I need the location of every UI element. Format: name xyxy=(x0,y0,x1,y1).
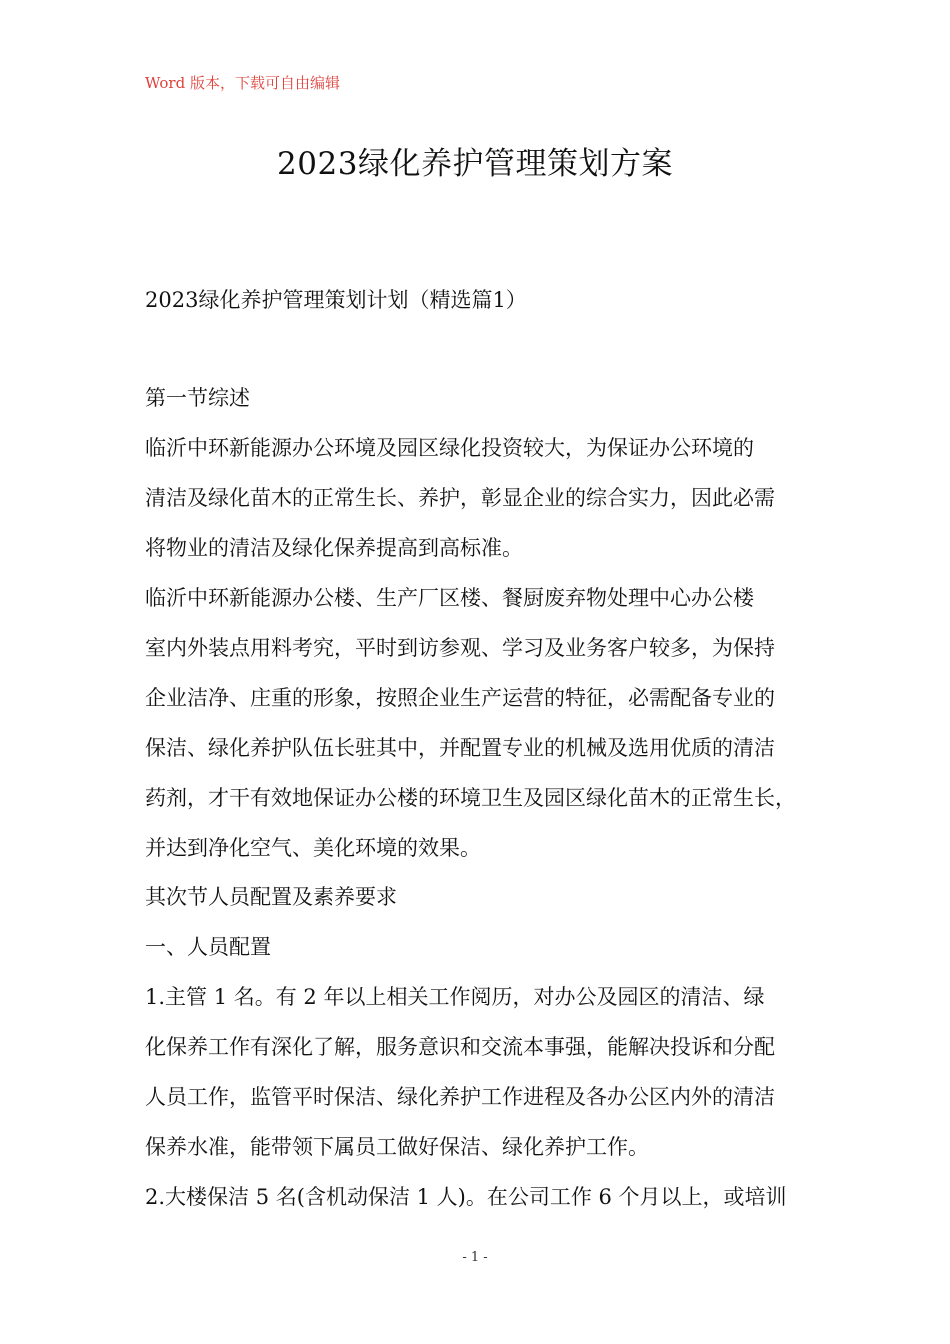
body-text-line: 保养水准，能带领下属员工做好保洁、绿化养护工作。 xyxy=(145,1135,649,1159)
document-title: 2023绿化养护管理策划方案 xyxy=(277,146,673,182)
body-text-line: 2.大楼保洁 5 名(含机动保洁 1 人)。在公司工作 6 个月以上，或培训 xyxy=(145,1185,787,1209)
body-text-line: 室内外装点用料考究，平时到访参观、学习及业务客户较多，为保持 xyxy=(145,636,775,660)
body-text-line: 企业洁净、庄重的形象，按照企业生产运营的特征，必需配备专业的 xyxy=(145,686,775,710)
body-text-line: 保洁、绿化养护队伍长驻其中，并配置专业的机械及选用优质的清洁 xyxy=(145,736,775,760)
body-text-line: 1.主管 1 名。有 2 年以上相关工作阅历，对办公及园区的清洁、绿 xyxy=(145,985,765,1009)
watermark-text: Word 版本，下载可自由编辑 xyxy=(145,74,340,92)
section-heading: 第一节综述 xyxy=(145,386,250,410)
body-text-line: 化保养工作有深化了解，服务意识和交流本事强，能解决投诉和分配 xyxy=(145,1035,775,1059)
body-text-line: 临沂中环新能源办公楼、生产厂区楼、餐厨废弃物处理中心办公楼 xyxy=(145,586,754,610)
section-heading: 其次节人员配置及素养要求 xyxy=(145,885,397,909)
subsection-heading: 一、人员配置 xyxy=(145,935,271,959)
body-text-line: 人员工作，监管平时保洁、绿化养护工作进程及各办公区内外的清洁 xyxy=(145,1085,775,1109)
body-text-line: 将物业的清洁及绿化保养提高到高标准。 xyxy=(145,536,523,560)
body-text-line: 临沂中环新能源办公环境及园区绿化投资较大，为保证办公环境的 xyxy=(145,436,754,460)
page-number: - 1 - xyxy=(462,1250,488,1265)
section-heading: 2023绿化养护管理策划计划（精选篇1） xyxy=(145,288,527,312)
body-text-line: 药剂，才干有效地保证办公楼的环境卫生及园区绿化苗木的正常生长， xyxy=(145,786,796,810)
body-text-line: 清洁及绿化苗木的正常生长、养护，彰显企业的综合实力，因此必需 xyxy=(145,486,775,510)
body-text-line: 并达到净化空气、美化环境的效果。 xyxy=(145,836,481,860)
